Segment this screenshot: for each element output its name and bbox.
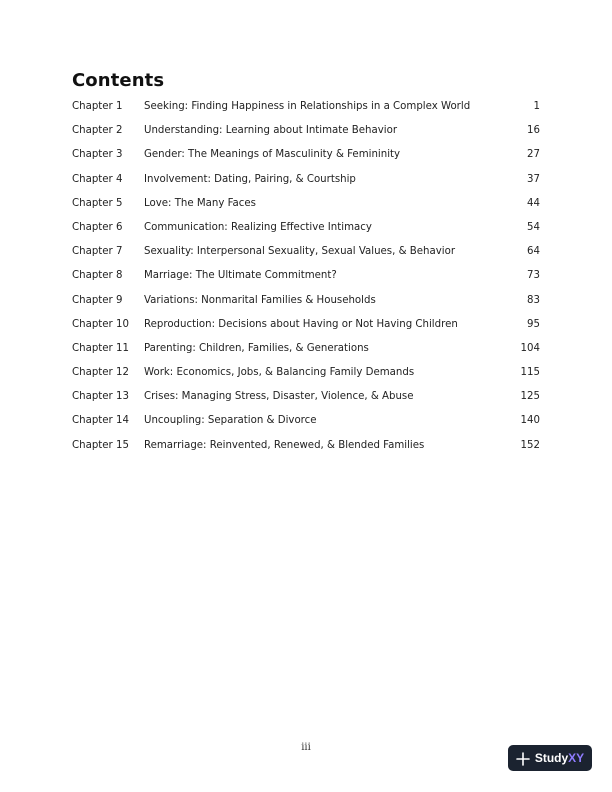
- studyxy-badge[interactable]: [508, 745, 592, 771]
- chapter-title: Communication: Realizing Effective Intimacy: [144, 221, 372, 233]
- chapter-page-number: 104: [520, 342, 540, 354]
- table-of-contents: [72, 101, 540, 464]
- brand-name-accent: XY: [568, 751, 585, 765]
- chapter-page-number: 37: [527, 173, 540, 185]
- chapter-title: Crises: Managing Stress, Disaster, Violence, & Abuse: [144, 391, 414, 403]
- chapter-title: Work: Economics, Jobs, & Balancing Family Demands: [144, 367, 415, 379]
- chapter-label: Chapter 14: [72, 415, 129, 427]
- chapter-label: Chapter 4: [72, 173, 123, 185]
- toc-row[interactable]: [72, 367, 540, 391]
- toc-row[interactable]: [72, 198, 540, 222]
- toc-row[interactable]: [72, 415, 540, 439]
- chapter-label: Chapter 10: [72, 318, 129, 330]
- chapter-page-number: 16: [527, 125, 540, 137]
- chapter-label: Chapter 2: [72, 125, 123, 137]
- toc-row[interactable]: [72, 174, 540, 198]
- chapter-page-number: 64: [527, 246, 540, 258]
- chapter-label: Chapter 7: [72, 246, 123, 258]
- chapter-label: Chapter 8: [72, 270, 123, 282]
- chapter-page-number: 125: [520, 391, 540, 403]
- chapter-title: Uncoupling: Separation & Divorce: [144, 415, 317, 427]
- chapter-label: Chapter 15: [72, 439, 129, 451]
- chapter-label: Chapter 13: [72, 391, 129, 403]
- chapter-page-number: 83: [527, 294, 540, 306]
- chapter-page-number: 152: [520, 439, 540, 451]
- chapter-title: Gender: The Meanings of Masculinity & Femininity: [144, 149, 401, 161]
- chapter-label: Chapter 11: [72, 342, 129, 354]
- chapter-label: Chapter 1: [72, 101, 123, 112]
- chapter-title: Variations: Nonmarital Families & Households: [144, 294, 376, 306]
- chapter-page-number: 44: [527, 197, 540, 209]
- toc-row[interactable]: [72, 319, 540, 343]
- chapter-label: Chapter 6: [72, 221, 123, 233]
- chapter-page-number: 140: [520, 415, 540, 427]
- chapter-label: Chapter 9: [72, 294, 123, 306]
- page-title: Contents: [72, 70, 165, 91]
- toc-row[interactable]: [72, 149, 540, 173]
- chapter-label: Chapter 3: [72, 149, 123, 161]
- chapter-page-number: 1: [533, 101, 540, 112]
- chapter-title: Marriage: The Ultimate Commitment?: [144, 270, 337, 282]
- toc-row[interactable]: [72, 101, 540, 125]
- chapter-title: Remarriage: Reinvented, Renewed, & Blended Families: [144, 439, 425, 451]
- brand-name: [535, 751, 584, 765]
- brand-name-main: Study: [534, 751, 569, 765]
- chapter-label: Chapter 12: [72, 367, 129, 379]
- chapter-title: Parenting: Children, Families, & Generations: [144, 342, 369, 354]
- toc-row[interactable]: [72, 222, 540, 246]
- chapter-title: Understanding: Learning about Intimate Behavior: [144, 125, 398, 137]
- chapter-title: Sexuality: Interpersonal Sexuality, Sexual Values, & Behavior: [144, 246, 456, 258]
- chapter-page-number: 73: [527, 270, 540, 282]
- chapter-page-number: 27: [527, 149, 540, 161]
- toc-row[interactable]: [72, 295, 540, 319]
- toc-row[interactable]: [72, 125, 540, 149]
- toc-row[interactable]: [72, 246, 540, 270]
- toc-row[interactable]: [72, 440, 540, 464]
- chapter-page-number: 54: [527, 221, 540, 233]
- chapter-title: Involvement: Dating, Pairing, & Courtship: [144, 173, 356, 185]
- chapter-label: Chapter 5: [72, 197, 123, 209]
- plus-icon: [516, 751, 530, 765]
- toc-row[interactable]: [72, 391, 540, 415]
- toc-row[interactable]: [72, 270, 540, 294]
- chapter-page-number: 95: [527, 318, 540, 330]
- chapter-title: Love: The Many Faces: [144, 197, 256, 209]
- toc-row[interactable]: [72, 343, 540, 367]
- chapter-title: Reproduction: Decisions about Having or Not Having Children: [144, 318, 458, 330]
- chapter-page-number: 115: [520, 367, 540, 379]
- page-number: iii: [301, 742, 311, 753]
- chapter-title: Seeking: Finding Happiness in Relationships in a Complex World: [144, 101, 471, 112]
